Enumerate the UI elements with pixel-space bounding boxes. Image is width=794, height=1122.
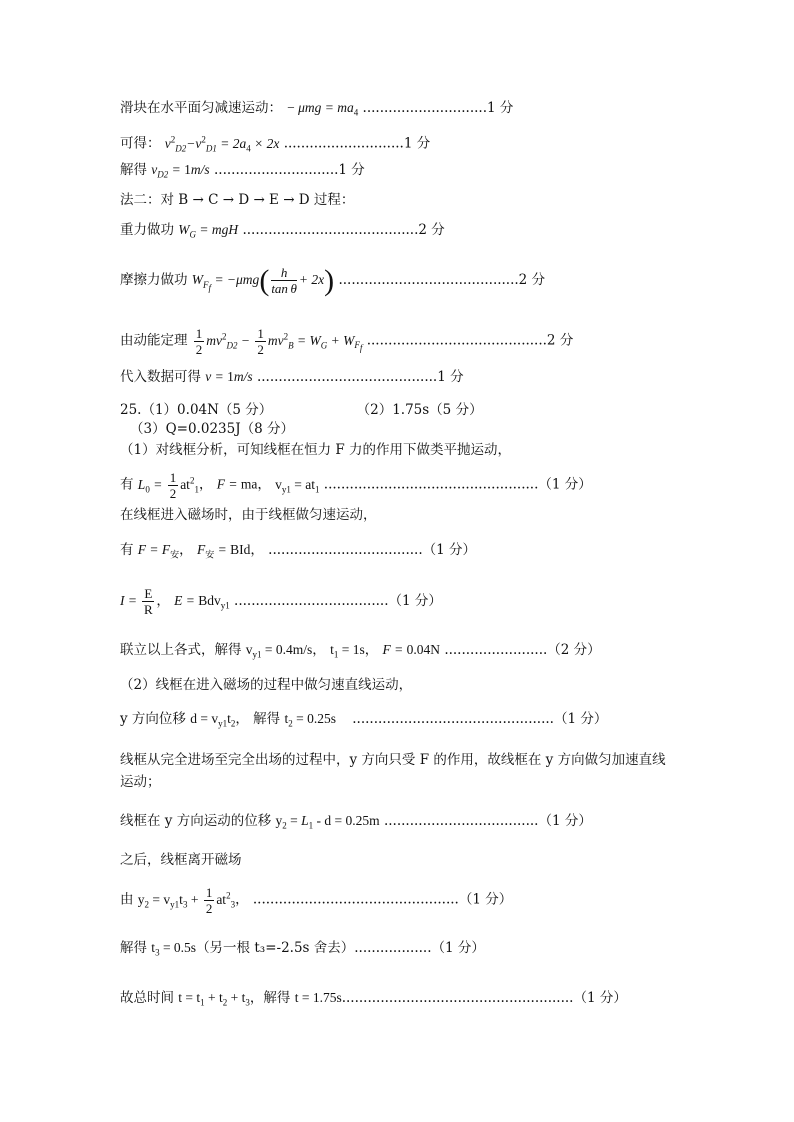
- score-leader: ...............................................（1 分）: [352, 711, 608, 727]
- formula-5: $W_G$ = mgH: [178, 222, 239, 240]
- text: 故总时间: [120, 990, 174, 1006]
- formula-16a: $v_{y1} = 0.4m/s$: [245, 642, 313, 660]
- formula-25a: $t = t_1 + t_2 + t_3$: [178, 990, 250, 1008]
- formula-12a: $L_0$ = $\frac{1}{2}$ $at^2_1$: [137, 469, 199, 501]
- text: 法二：对 B → C → D → E → D 过程：: [120, 192, 355, 208]
- text: 摩擦力做功: [120, 272, 188, 288]
- formula-23: $y_2 = v_{y1}t_3$ + $\frac{1}{2}$ $at^2_3$: [137, 884, 236, 916]
- score-leader: ........................（2 分）: [444, 642, 601, 658]
- text: 解得: [120, 162, 147, 178]
- line-18: y 方向位移 $d = v_{y1}t_2$， 解得 $t_2 = 0.25s$ ...............................................（1 分）: [120, 711, 608, 729]
- text: 由动能定理: [120, 332, 188, 349]
- line-14: 有 $F = F_安$， $F_安$ = BId， ....................................（1 分）: [120, 542, 477, 560]
- note: （另一根 t₃=-2.5s 舍去）: [196, 940, 355, 956]
- text: ，解得: [249, 990, 291, 1006]
- text: 有: [120, 476, 134, 493]
- line-4: [120, 190, 354, 210]
- line-16: 联立以上各式，解得 $v_{y1} = 0.4m/s$， $t_1 = 1s$， F = 0.04N ........................（2 分）: [120, 642, 601, 660]
- line-15: I = $\frac{E}{R}$ ， E = Bdv$_{y1}$ ....................................（1 分）: [120, 586, 442, 618]
- line-20: [120, 772, 161, 792]
- text: 运动；: [120, 774, 161, 790]
- text: y 方向位移: [120, 711, 186, 727]
- answer-part-1: 25.（1）0.04N（5 分）: [120, 402, 273, 418]
- score-leader: .............................1 分: [213, 162, 365, 178]
- answer-part-2: （2）1.75s（5 分）: [356, 402, 483, 418]
- score-leader: ..................................................（1 分）: [323, 476, 592, 493]
- text: 代入数据可得: [120, 369, 201, 385]
- text: 解得: [120, 940, 147, 956]
- line-13: [120, 505, 377, 525]
- line-7: [120, 318, 573, 366]
- line-11: [120, 440, 511, 460]
- score-leader: ....................................（1 分）: [268, 542, 477, 558]
- formula-8: v = 1m/s: [205, 369, 253, 384]
- line-6: [120, 262, 545, 305]
- formula-24: $t_3 = 0.5s$: [151, 940, 197, 958]
- line-19: [120, 750, 666, 770]
- formula-16b: $t_1 = 1s$: [330, 642, 365, 660]
- text: 线框在 y 方向运动的位移: [120, 813, 272, 829]
- score-leader: ..........................................1 分: [256, 369, 464, 385]
- formula-18a: $d = v_{y1}t_2$: [190, 711, 236, 729]
- text: 重力做功: [120, 222, 174, 238]
- formula-14b: $F_安$ = BId: [196, 542, 251, 560]
- line-12: 有 $L_0$ = $\frac{1}{2}$ $at^2_1$， F = ma， $v_{y1} = at_1$ ..................................................（1 分）: [120, 469, 592, 501]
- line-24: [120, 938, 485, 963]
- text: 由: [120, 891, 134, 908]
- text: 之后，线框离开磁场: [120, 852, 242, 868]
- score-leader: ................................................（1 分）: [252, 891, 513, 908]
- formula-16c: F = 0.04N: [382, 642, 441, 657]
- score-leader: ............................1 分: [283, 135, 431, 152]
- score-leader: ..........................................2 分: [366, 332, 574, 349]
- text: 有: [120, 542, 134, 558]
- formula-15b: E = Bdv$_{y1}$: [174, 593, 230, 611]
- text: 在线框进入磁场时，由于线框做匀速运动，: [120, 507, 377, 523]
- score-leader: ....................................（1 分）: [234, 593, 442, 609]
- score-leader: ..................（1 分）: [354, 940, 485, 956]
- line-10: [130, 419, 294, 439]
- score-leader: ....................................（1 分）: [383, 813, 592, 829]
- formula-21: $y_2 = L_1 - d = 0.25m$: [275, 813, 380, 831]
- line-2: [120, 129, 430, 158]
- line-5: [120, 220, 445, 245]
- formula-1: − $\mu mg = ma_4$: [286, 100, 359, 118]
- text: 解得: [253, 711, 281, 727]
- text: 联立以上各式，解得: [120, 642, 242, 658]
- score-leader: ......................................................（1 分）: [341, 990, 627, 1006]
- score-leader: .............................1 分: [362, 100, 514, 116]
- formula-2: $v^2_{D2}-v^2_{D1} = 2a_4 \times 2x$: [164, 134, 280, 154]
- formula-18b: $t_2 = 0.25s$: [284, 711, 336, 729]
- line-3: [120, 160, 365, 185]
- score-leader: ..........................................2 分: [338, 272, 546, 288]
- formula-15a: I = $\frac{E}{R}$: [120, 586, 153, 618]
- line-17: [120, 675, 412, 695]
- line-9: [120, 400, 483, 420]
- text: 可得：: [120, 135, 161, 152]
- formula-25b: t = 1.75s: [294, 990, 342, 1005]
- score-leader: .........................................2 分: [242, 222, 445, 238]
- text: 线框从完全进场至完全出场的过程中，y 方向只受 F 的作用，故线框在 y 方向做匀加速直线: [120, 752, 666, 768]
- text: （2）线框在进入磁场的过程中做匀速直线运动，: [120, 677, 413, 693]
- line-8: [120, 367, 464, 387]
- formula-6: $W_{F_f} = -\mu mg$( $\frac{h}{\text{tan θ}}$ + 2x): [191, 263, 335, 297]
- line-25: [120, 988, 627, 1013]
- formula-14a: $F = F_安$: [137, 542, 180, 560]
- answer-part-3: （3）Q=0.0235J（8 分）: [130, 421, 294, 437]
- formula-12c: $v_{y1} = at_1$: [275, 476, 320, 495]
- line-22: [120, 850, 242, 870]
- line-1: [120, 98, 513, 123]
- line-21: [120, 811, 592, 836]
- formula-12b: F = ma: [216, 476, 258, 492]
- formula-7: $\frac{1}{2}$ $mv^2_{D2}$ − $\frac{1}{2}$ $mv^2_B = W_G + W_{F_f}$: [195, 325, 363, 357]
- text: 滑块在水平面匀减速运动：: [120, 100, 282, 116]
- text: （1）对线框分析，可知线框在恒力 F 力的作用下做类平抛运动，: [120, 442, 512, 458]
- line-23: 由 $y_2 = v_{y1}t_3$ + $\frac{1}{2}$ $at^2_3$， ................................................（1 分）: [120, 884, 513, 916]
- formula-3: $v_{D2} = 1m/s$: [151, 162, 210, 180]
